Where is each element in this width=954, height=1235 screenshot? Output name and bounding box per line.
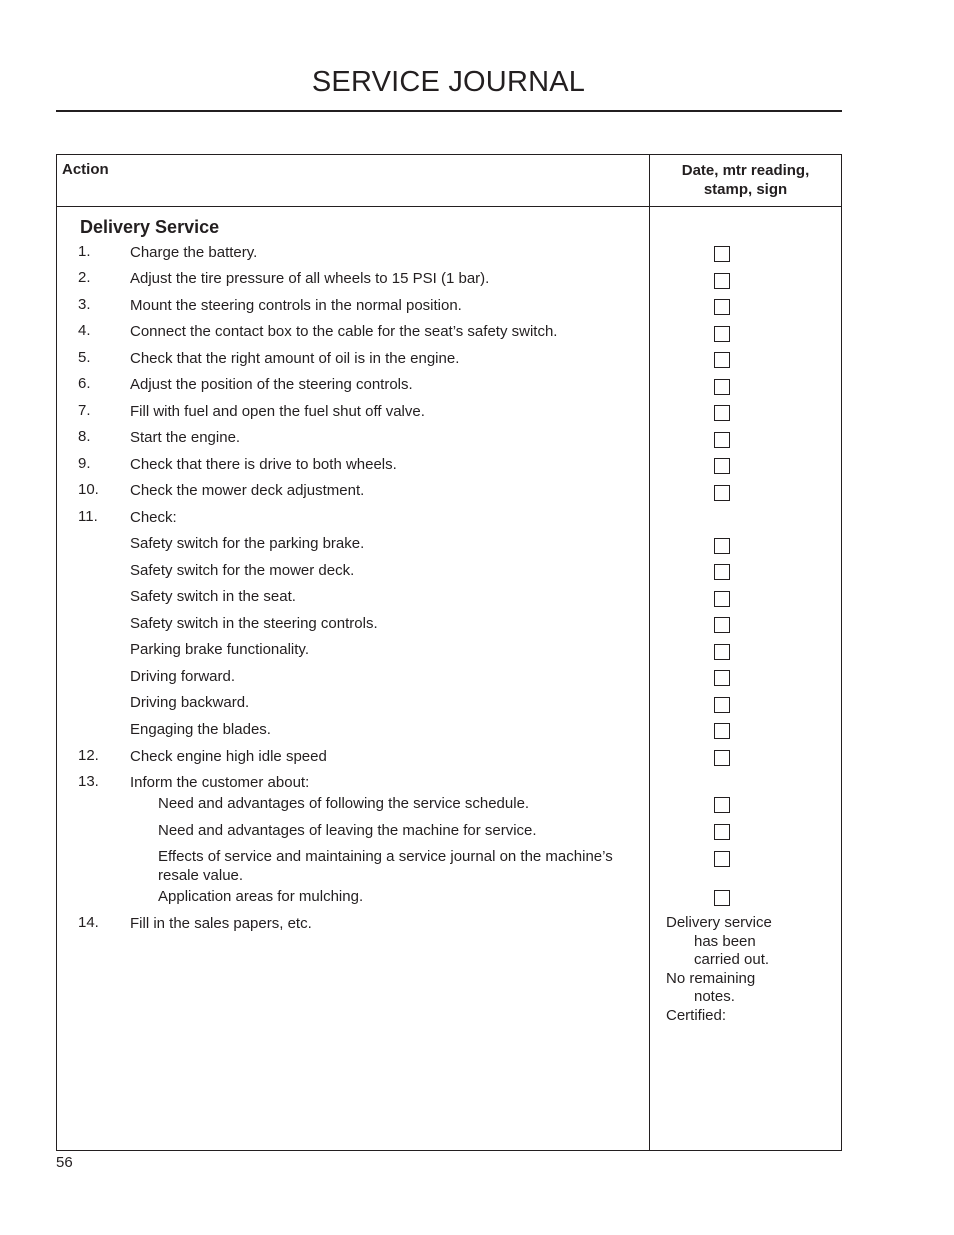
- item-number: 6.: [78, 375, 91, 392]
- checkbox[interactable]: [714, 405, 730, 421]
- item-text: Charge the battery.: [130, 244, 258, 261]
- item-text: Adjust the position of the steering controls.: [130, 376, 413, 393]
- checkbox[interactable]: [714, 299, 730, 315]
- checkbox[interactable]: [714, 750, 730, 766]
- item-text: Adjust the tire pressure of all wheels to 15 PSI (1 bar).: [130, 270, 490, 287]
- note-line: has been: [694, 932, 756, 950]
- checkbox[interactable]: [714, 458, 730, 474]
- section-title: Delivery Service: [80, 217, 220, 237]
- checkbox[interactable]: [714, 824, 730, 840]
- checkbox[interactable]: [714, 723, 730, 739]
- item-text: Fill in the sales papers, etc.: [130, 915, 312, 932]
- checkbox[interactable]: [714, 644, 730, 660]
- item-number: 5.: [78, 349, 91, 366]
- item-text: Inform the customer about:: [130, 774, 310, 791]
- item-number: 2.: [78, 269, 91, 286]
- checkbox[interactable]: [714, 352, 730, 368]
- note-line: notes.: [694, 988, 735, 1006]
- checkbox[interactable]: [714, 432, 730, 448]
- item-number: 11.: [78, 508, 98, 525]
- header-divider: [57, 206, 841, 207]
- checkbox[interactable]: [714, 485, 730, 501]
- checkbox[interactable]: [714, 591, 730, 607]
- item-text: Safety switch in the steering controls.: [130, 615, 378, 632]
- item-text: Safety switch for the mower deck.: [130, 562, 355, 579]
- item-number: 8.: [78, 428, 91, 445]
- title-divider: [56, 110, 842, 112]
- item-text: Driving forward.: [130, 668, 236, 685]
- note-line: No remaining: [666, 969, 756, 987]
- item-number: 10.: [78, 481, 99, 498]
- item-number: 14.: [78, 914, 99, 931]
- checkbox[interactable]: [714, 273, 730, 289]
- item-text: Start the engine.: [130, 429, 241, 446]
- item-text: Driving backward.: [130, 694, 250, 711]
- page-number: 56: [56, 1154, 73, 1171]
- sub-item-text: Need and advantages of following the service schedule.: [158, 795, 530, 812]
- note-line: carried out.: [694, 951, 770, 969]
- header-date-line1: Date, mtr reading,: [681, 162, 810, 179]
- note-line: Certified:: [666, 1006, 727, 1024]
- header-date-line2: stamp, sign: [703, 181, 788, 198]
- page-title: SERVICE JOURNAL: [311, 66, 586, 98]
- item-text: Check the mower deck adjustment.: [130, 482, 365, 499]
- sub-item-text: Need and advantages of leaving the machine for service.: [158, 822, 537, 839]
- item-number: 13.: [78, 773, 99, 790]
- checkbox[interactable]: [714, 246, 730, 262]
- checkbox[interactable]: [714, 797, 730, 813]
- item-text: Check that there is drive to both wheels.: [130, 456, 397, 473]
- item-text: Check:: [130, 509, 177, 526]
- checkbox[interactable]: [714, 326, 730, 342]
- checkbox[interactable]: [714, 538, 730, 554]
- column-divider: [649, 155, 650, 1150]
- note-line: Delivery service: [666, 914, 772, 931]
- item-number: 12.: [78, 747, 99, 764]
- sub-item-text: Application areas for mulching.: [158, 888, 364, 905]
- checkbox[interactable]: [714, 890, 730, 906]
- item-text: Parking brake functionality.: [130, 641, 309, 658]
- checkbox[interactable]: [714, 617, 730, 633]
- item-text: Fill with fuel and open the fuel shut off valve.: [130, 403, 425, 420]
- item-text: Safety switch for the parking brake.: [130, 535, 365, 552]
- item-text: Connect the contact box to the cable for the seat’s safety switch.: [130, 323, 558, 340]
- item-number: 9.: [78, 455, 91, 472]
- item-text: Mount the steering controls in the normal position.: [130, 297, 462, 314]
- item-text: Engaging the blades.: [130, 721, 271, 738]
- item-number: 7.: [78, 402, 91, 419]
- checkbox[interactable]: [714, 851, 730, 867]
- item-text: Check engine high idle speed: [130, 748, 327, 765]
- checkbox[interactable]: [714, 697, 730, 713]
- checkbox[interactable]: [714, 379, 730, 395]
- checkbox[interactable]: [714, 670, 730, 686]
- certification-note: [666, 914, 772, 1026]
- item-number: 1.: [78, 243, 91, 260]
- item-text: Check that the right amount of oil is in the engine.: [130, 350, 460, 367]
- item-text: Safety switch in the seat.: [130, 588, 296, 605]
- service-journal-table: [56, 154, 842, 1151]
- header-action: Action: [62, 161, 109, 178]
- item-number: 4.: [78, 322, 91, 339]
- header-date: [650, 161, 841, 199]
- checkbox[interactable]: [714, 564, 730, 580]
- sub-item-text: Effects of service and maintaining a service journal on the machine’s resale value.: [158, 848, 613, 884]
- item-number: 3.: [78, 296, 91, 313]
